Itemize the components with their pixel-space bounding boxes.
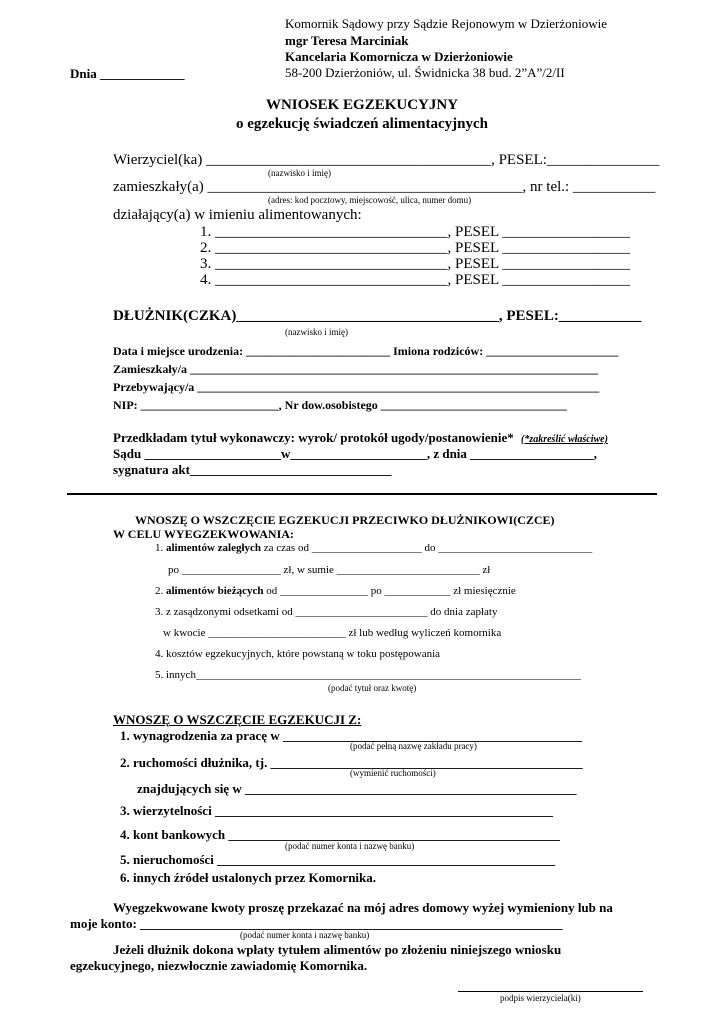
child-row-3[interactable]: 3. _______________________________, PESEL _________________ (200, 256, 630, 272)
creditor-name-field[interactable]: Wierzyciel(ka) ______________________________________, PESEL:_______________ (113, 152, 660, 168)
bank-accounts-field[interactable]: 4. kont bankowych ___________________________________________________ (120, 827, 560, 842)
bailiff-court-line: Komornik Sądowy przy Sądzie Rejonowym w Dzierżoniowie (285, 16, 608, 31)
enforcement-title-text: Przedkładam tytuł wykonawczy: wyrok/ protokół ugody/postanowienie* (113, 430, 514, 445)
arrears-label: alimentów zaległych (166, 542, 262, 554)
account-number-hint: (podać numer konta i nazwę banku) (240, 930, 370, 940)
creditor-representing-label: działający(a) w imieniu alimentowanych: (113, 207, 362, 223)
document-title: WNIOSEK EGZEKUCYJNY (265, 97, 459, 113)
current-alimony-text: od ________________ po ____________ zł miesięcznie (263, 585, 516, 597)
enforcement-costs-item: 4. kosztów egzekucyjnych, które powstaną w toku postępowania (155, 648, 441, 660)
creditor-address-hint: (adres: kod pocztowy, miejscowość, ulica, numer domu) (268, 195, 472, 205)
bailiff-name: mgr Teresa Marciniak (285, 33, 409, 48)
section2-heading: WNOSZĘ O WSZCZĘCIE EGZEKUCJI Z: (113, 712, 362, 727)
document-subtitle: o egzekucję świadczeń alimentacyjnych (235, 116, 489, 132)
item-number: 2. (155, 585, 166, 597)
interest-from-field[interactable]: 3. z zasądzonymi odsetkami od ________________________ do dnia zapłaty (155, 606, 498, 618)
bailiff-office: Kancelaria Komornicza w Dzierżoniowie (285, 49, 513, 64)
item-number: 1. (155, 542, 166, 554)
payment-notice-line2: egzekucyjnego, niezwłocznie zawiadomię Komornika. (70, 958, 368, 973)
debtor-nip-id-field[interactable]: NIP: _______________________, Nr dow.osobistego _______________________________ (113, 398, 567, 412)
court-date-field[interactable]: Sądu _____________________w_____________________, z dnia ___________________, (113, 446, 597, 461)
account-number-field[interactable]: moje konto: _________________________________________________________________ (70, 916, 563, 931)
child-row-4[interactable]: 4. _______________________________, PESEL _________________ (200, 272, 630, 288)
debtor-residence-field[interactable]: Zamieszkały/a ____________________________________________________________________ (113, 362, 598, 376)
section-divider (67, 493, 657, 495)
current-alimony-field[interactable] (155, 586, 516, 597)
child-row-1[interactable]: 1. _______________________________, PESEL _________________ (200, 224, 630, 240)
debtor-stay-field[interactable]: Przebywający/a ___________________________________________________________________ (113, 380, 600, 394)
other-claims-hint: (podać tytuł oraz kwotę) (328, 683, 417, 693)
arrears-period-field[interactable] (155, 543, 592, 554)
case-number-field[interactable]: sygnatura akt_______________________________ (113, 462, 392, 477)
arrears-period-text: za czas od ____________________ do ____________________________ (261, 542, 593, 554)
creditor-address-field[interactable]: zamieszkały(a) __________________________________________, nr tel.: ___________ (113, 179, 656, 195)
payment-notice-line1: Jeżeli dłużnik dokona wpłaty tytułem alimentów po złożeniu niniejszego wniosku (113, 942, 562, 957)
interest-amount-field[interactable]: w kwocie _________________________ zł lub według wyliczeń komornika (163, 627, 502, 639)
receivables-field[interactable]: 3. wierzytelności ____________________________________________________ (120, 803, 553, 818)
movables-field[interactable]: 2. ruchomości dłużnika, tj. ________________________________________________ (120, 755, 583, 770)
other-claims-field[interactable]: 5. innych______________________________________________________________________ (155, 669, 581, 681)
debtor-name-field[interactable]: DŁUŻNIK(CZKA)___________________________________, PESEL:___________ (113, 308, 642, 324)
section1-heading: WNOSZĘ O WSZCZĘCIE EGZEKUCJI PRZECIWKO DŁUŻNIKOWI(CZCE) (135, 513, 555, 527)
salary-hint: (podać pełną nazwę zakładu pracy) (350, 741, 477, 751)
signature-line[interactable] (458, 991, 643, 992)
section1-subheading: W CELU WYEGZEKWOWANIA: (113, 527, 294, 541)
debtor-birth-parents-field[interactable]: Data i miejsce urodzenia: ________________________ Imiona rodziców: ______________________ (113, 344, 619, 358)
signature-label: podpis wierzyciela(ki) (500, 993, 581, 1003)
strike-out-note: (*zakreślić właściwe) (521, 434, 608, 445)
creditor-name-hint: (nazwisko i imię) (268, 168, 331, 178)
child-row-2[interactable]: 2. _______________________________, PESEL _________________ (200, 240, 630, 256)
transfer-instruction: Wyegzekwowane kwoty proszę przekazać na mój adres domowy wyżej wymieniony lub na (113, 900, 613, 915)
movables-location-field[interactable]: znajdujących się w ___________________________________________________ (137, 781, 577, 796)
bank-accounts-hint: (podać numer konta i nazwę banku) (285, 841, 415, 851)
current-alimony-label: alimentów bieżących (166, 585, 264, 597)
arrears-amount-field[interactable]: po __________________ zł, w sumie __________________________ zł (168, 564, 491, 576)
date-field[interactable]: Dnia _____________ (70, 66, 185, 81)
other-sources-item: 6. innych źródeł ustalonych przez Komornika. (120, 870, 377, 885)
movables-hint: (wymienić ruchomości) (350, 768, 436, 778)
bailiff-address: 58-200 Dzierżoniów, ul. Świdnicka 38 bud. 2”A”/2/II (285, 65, 565, 80)
debtor-name-hint: (nazwisko i imię) (285, 327, 348, 337)
salary-field[interactable]: 1. wynagrodzenia za pracę w ______________________________________________ (120, 728, 582, 743)
real-estate-field[interactable]: 5. nieruchomości ____________________________________________________ (120, 852, 556, 867)
enforcement-title-line (113, 431, 608, 445)
